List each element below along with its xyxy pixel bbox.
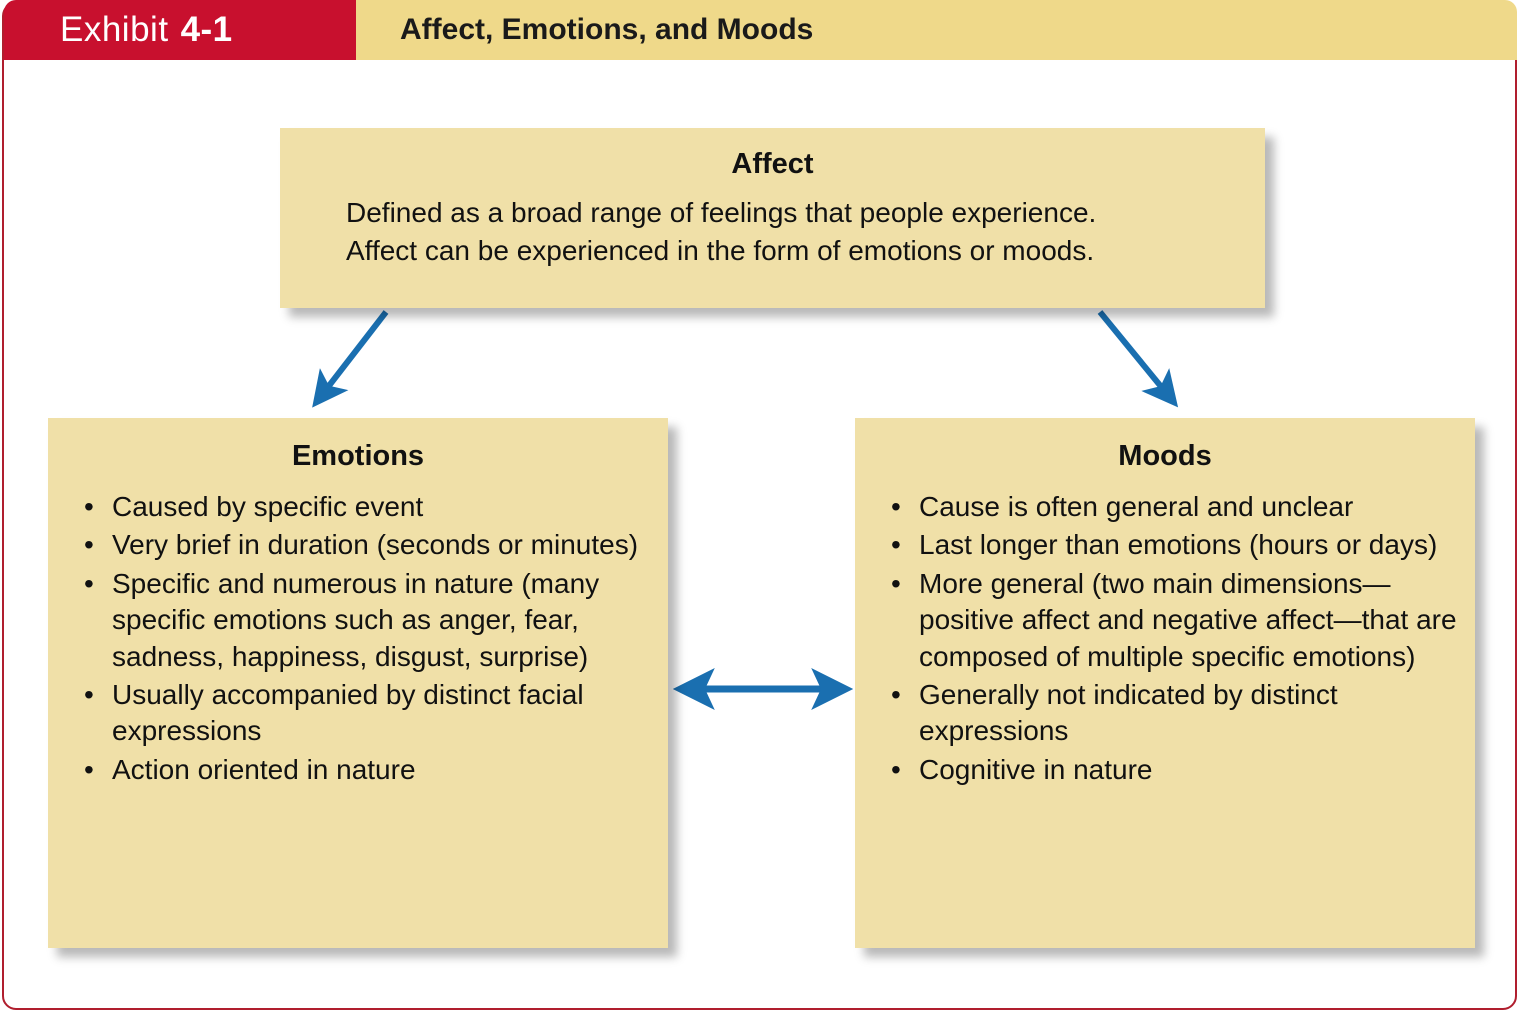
exhibit-label: [4, 0, 356, 60]
exhibit-number: 4-1: [180, 10, 233, 49]
exhibit-title-band: [356, 0, 1517, 60]
list-item: • Specific and numerous in nature (many specific emotions such as anger, fear, sadness, happiness, disgust, surprise): [84, 566, 650, 675]
list-item: • More general (two main dimensions—positive affect and negative affect—that are composed of multiple specific emotions): [891, 566, 1457, 675]
affect-box: [280, 128, 1265, 308]
emotions-box: [48, 418, 668, 948]
exhibit-word: Exhibit: [60, 10, 169, 49]
moods-list: [873, 489, 1457, 788]
moods-box: [855, 418, 1475, 948]
emotions-list: [66, 489, 650, 788]
exhibit-title: Affect, Emotions, and Moods: [400, 13, 814, 46]
list-item: • Cognitive in nature: [891, 752, 1457, 788]
affect-description-line-1: Defined as a broad range of feelings that people experience.: [346, 197, 1097, 228]
list-item: • Usually accompanied by distinct facial expressions: [84, 677, 650, 750]
affect-description-line-2: Affect can be experienced in the form of emotions or moods.: [346, 235, 1095, 267]
list-item: • Very brief in duration (seconds or minutes): [84, 527, 650, 563]
affect-title: Affect: [731, 148, 814, 180]
affect-description: [304, 195, 1241, 270]
list-item: • Action oriented in nature: [84, 752, 650, 788]
list-item: • Caused by specific event: [84, 489, 650, 525]
emotions-title: Emotions: [291, 440, 425, 472]
list-item: • Generally not indicated by distinct expressions: [891, 677, 1457, 750]
list-item: • Last longer than emotions (hours or days): [891, 527, 1457, 563]
moods-title: Moods: [1118, 440, 1212, 472]
exhibit-header: [4, 0, 1517, 60]
list-item: • Cause is often general and unclear: [891, 489, 1457, 525]
